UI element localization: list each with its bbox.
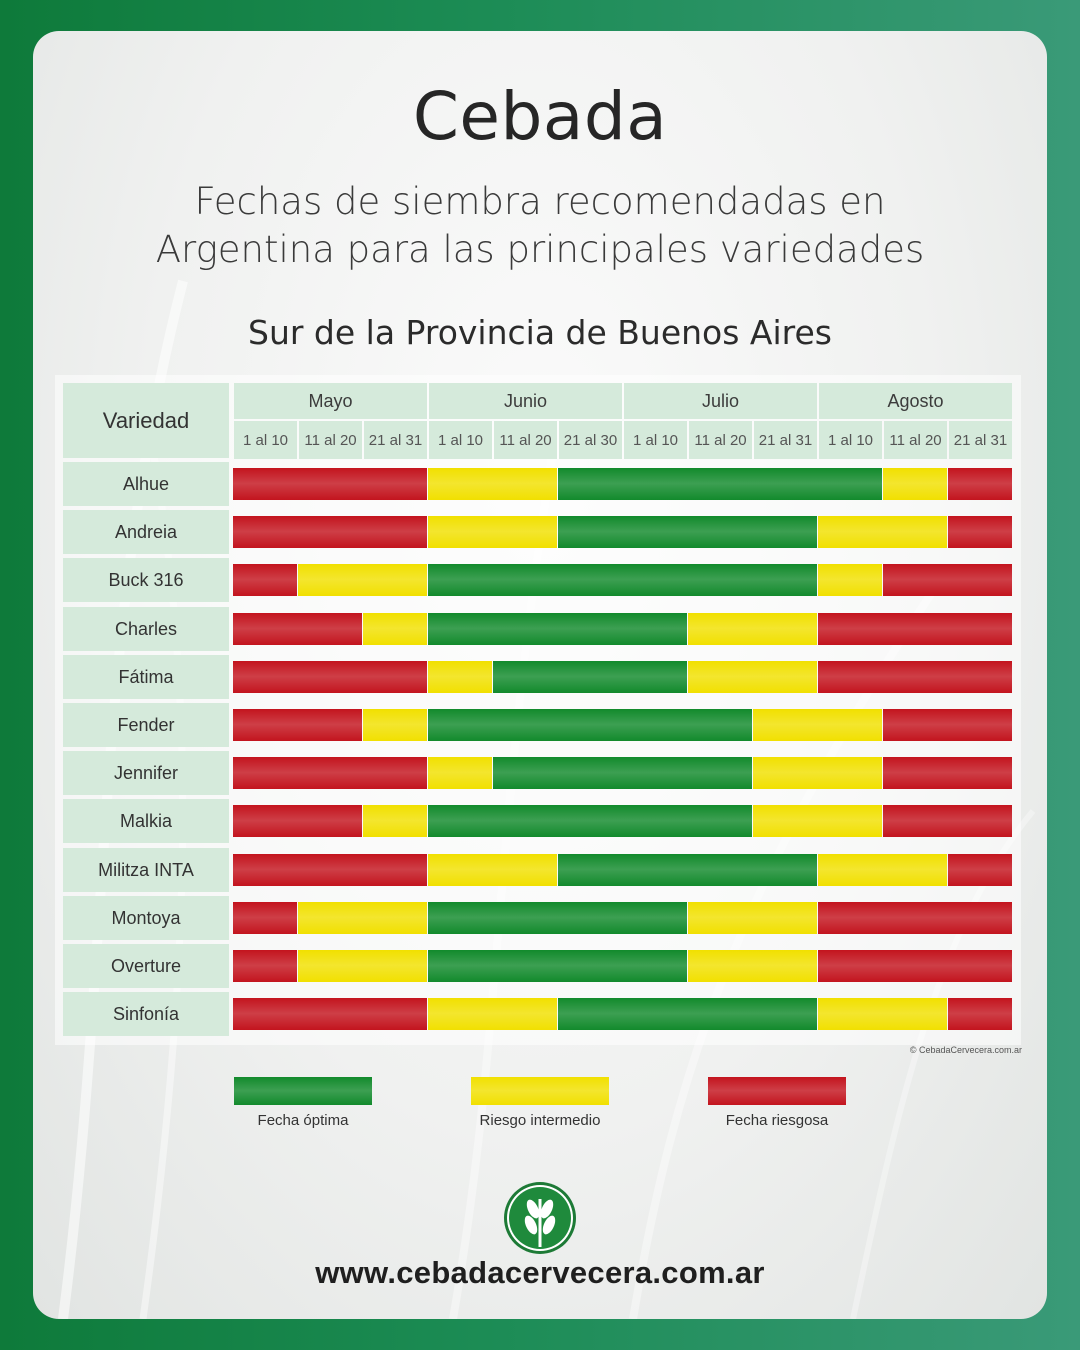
schedule-bar <box>818 998 947 1030</box>
schedule-bar <box>233 854 427 886</box>
subtitle-line-2: Argentina para las principales variedades <box>155 228 925 271</box>
schedule-bar <box>233 757 427 789</box>
schedule-bar <box>883 564 1012 596</box>
schedule-bar <box>428 709 752 741</box>
decade-header: 11 al 20 <box>494 421 557 459</box>
decade-header: 21 al 31 <box>754 421 817 459</box>
schedule-bar <box>298 902 427 934</box>
schedule-bar <box>753 757 882 789</box>
variety-label: Sinfonía <box>63 992 229 1036</box>
variety-label: Fender <box>63 703 229 747</box>
legend-label: Fecha óptima <box>257 1112 349 1129</box>
decade-header: 1 al 10 <box>819 421 882 459</box>
variety-label: Fátima <box>63 655 229 699</box>
legend-label: Fecha riesgosa <box>725 1112 829 1129</box>
decade-header: 1 al 10 <box>429 421 492 459</box>
decade-header: 21 al 31 <box>364 421 427 459</box>
schedule-bar <box>818 902 1012 934</box>
month-header: Mayo <box>234 383 427 419</box>
legend-swatch <box>471 1077 609 1105</box>
decade-header: 1 al 10 <box>624 421 687 459</box>
page-subtitle <box>0 178 1080 274</box>
variety-label: Buck 316 <box>63 558 229 602</box>
schedule-bar <box>883 757 1012 789</box>
schedule-bar <box>818 854 947 886</box>
schedule-bar <box>428 805 752 837</box>
schedule-bar <box>428 854 557 886</box>
decade-header: 11 al 20 <box>884 421 947 459</box>
schedule-bar <box>233 468 427 500</box>
schedule-bar <box>428 613 687 645</box>
schedule-bar <box>363 613 427 645</box>
schedule-bar <box>428 516 557 548</box>
schedule-bar <box>883 709 1012 741</box>
schedule-bar <box>233 950 297 982</box>
schedule-bar <box>233 998 427 1030</box>
schedule-bar <box>818 661 1012 693</box>
schedule-bar <box>363 709 427 741</box>
region-title: Sur de la Provincia de Buenos Aires <box>248 313 832 352</box>
variety-label: Jennifer <box>63 751 229 795</box>
schedule-bar <box>818 950 1012 982</box>
variety-label: Overture <box>63 944 229 988</box>
website-url: www.cebadacervecera.com.ar <box>315 1255 765 1290</box>
schedule-bar <box>948 516 1012 548</box>
copyright-note: © CebadaCervecera.com.ar <box>909 1045 1022 1055</box>
decade-header: 11 al 20 <box>689 421 752 459</box>
schedule-bar <box>428 757 492 789</box>
schedule-bar <box>493 661 687 693</box>
schedule-bar <box>428 661 492 693</box>
schedule-bar <box>428 902 687 934</box>
schedule-bar <box>948 854 1012 886</box>
schedule-bar <box>233 661 427 693</box>
variety-label: Militza INTA <box>63 848 229 892</box>
schedule-bar <box>233 516 427 548</box>
schedule-bar <box>233 709 362 741</box>
logo-barley-icon <box>503 1181 577 1255</box>
schedule-bar <box>948 468 1012 500</box>
decade-header: 1 al 10 <box>234 421 297 459</box>
decade-header: 11 al 20 <box>299 421 362 459</box>
variety-column-header: Variedad <box>63 383 229 458</box>
schedule-bar <box>753 709 882 741</box>
legend-swatch <box>234 1077 372 1105</box>
schedule-bar <box>688 950 817 982</box>
schedule-bar <box>948 998 1012 1030</box>
schedule-bar <box>818 613 1012 645</box>
schedule-bar <box>428 564 817 596</box>
schedule-bar <box>233 564 297 596</box>
schedule-bar <box>233 613 362 645</box>
schedule-bar <box>818 516 947 548</box>
schedule-bar <box>428 998 557 1030</box>
month-header: Agosto <box>819 383 1012 419</box>
page-title: Cebada <box>412 78 668 155</box>
variety-label: Andreia <box>63 510 229 554</box>
subtitle-line-1: Fechas de siembra recomendadas en <box>194 180 886 223</box>
schedule-bar <box>688 661 817 693</box>
schedule-bar <box>558 468 882 500</box>
schedule-bar <box>233 805 362 837</box>
schedule-bar <box>558 998 817 1030</box>
variety-label: Malkia <box>63 799 229 843</box>
month-header: Junio <box>429 383 622 419</box>
decade-header: 21 al 30 <box>559 421 622 459</box>
schedule-bar <box>298 564 427 596</box>
legend-swatch <box>708 1077 846 1105</box>
schedule-bar <box>493 757 752 789</box>
month-header: Julio <box>624 383 817 419</box>
schedule-bar <box>818 564 882 596</box>
schedule-bar <box>558 854 817 886</box>
schedule-bar <box>233 902 297 934</box>
schedule-bar <box>363 805 427 837</box>
schedule-bar <box>428 468 557 500</box>
schedule-bar <box>428 950 687 982</box>
schedule-bar <box>688 613 817 645</box>
schedule-bar <box>688 902 817 934</box>
schedule-bar <box>558 516 817 548</box>
schedule-bar <box>753 805 882 837</box>
variety-label: Montoya <box>63 896 229 940</box>
variety-label: Alhue <box>63 462 229 506</box>
schedule-bar <box>298 950 427 982</box>
decade-header: 21 al 31 <box>949 421 1012 459</box>
variety-label: Charles <box>63 607 229 651</box>
schedule-bar <box>883 468 947 500</box>
legend-label: Riesgo intermedio <box>479 1112 601 1129</box>
schedule-bar <box>883 805 1012 837</box>
